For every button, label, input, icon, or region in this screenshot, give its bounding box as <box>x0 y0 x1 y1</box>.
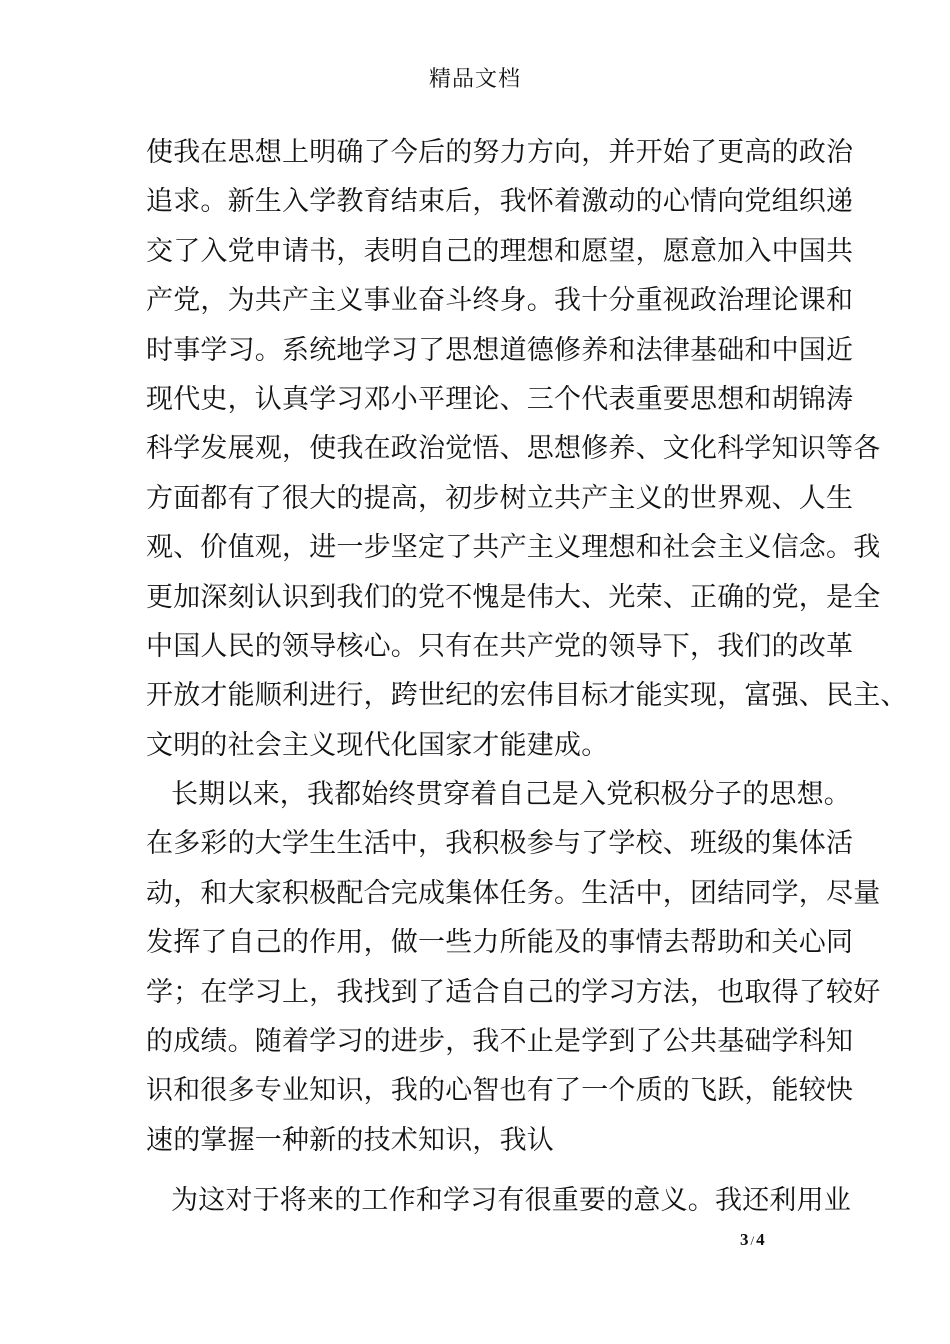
text-line: 中国人民的领导核心。只有在共产党的领导下，我们的改革 <box>146 630 854 662</box>
text-line: 发挥了自己的作用，做一些力所能及的事情去帮助和关心同 <box>146 927 854 959</box>
text-line: 使我在思想上明确了今后的努力方向，并开始了更高的政治 <box>146 137 854 168</box>
page-separator: / <box>750 1233 755 1248</box>
text-line: 观、价值观，进一步坚定了共产主义理想和社会主义信念。我 <box>146 532 881 564</box>
page-header-title: 精品文档 <box>428 67 521 92</box>
text-line: 产党，为共产主义事业奋斗终身。我十分重视政治理论课和 <box>146 285 854 317</box>
text-line: 学；在学习上，我找到了适合自己的学习方法，也取得了较好 <box>146 976 881 1008</box>
text-line: 识和很多专业知识，我的心智也有了一个质的飞跃，能较快 <box>146 1075 854 1107</box>
current-page-number: 3 <box>740 1230 749 1249</box>
text-line: 方面都有了很大的提高，初步树立共产主义的世界观、人生 <box>146 482 854 514</box>
paragraph-start-line: 为这对于将来的工作和学习有很重要的意义。我还利用业 <box>171 1185 851 1217</box>
paragraph-start-line: 长期以来，我都始终贯穿着自己是入党积极分子的思想。 <box>171 779 851 811</box>
text-line: 科学发展观，使我在政治觉悟、思想修养、文化科学知识等各 <box>146 433 881 465</box>
text-line: 交了入党申请书，表明自己的理想和愿望，愿意加入中国共 <box>146 235 854 267</box>
paragraph-gap <box>146 1165 826 1176</box>
text-line: 在多彩的大学生生活中，我积极参与了学校、班级的集体活 <box>146 828 854 860</box>
text-line: 时事学习。系统地学习了思想道德修养和法律基础和中国近 <box>146 334 854 366</box>
text-line: 文明的社会主义现代化国家才能建成。 <box>146 729 609 761</box>
text-line: 追求。新生入学教育结束后，我怀着激动的心情向党组织递 <box>146 186 854 218</box>
text-line: 现代史，认真学习邓小平理论、三个代表重要思想和胡锦涛 <box>146 383 854 415</box>
body-text <box>146 128 908 1226</box>
text-line: 速的掌握一种新的技术知识，我认 <box>146 1124 554 1156</box>
text-line: 开放才能顺利进行，跨世纪的宏伟目标才能实现，富强、民主、 <box>146 680 908 712</box>
page-number <box>740 1228 765 1253</box>
total-page-count: 4 <box>756 1230 765 1249</box>
text-line: 的成绩。随着学习的进步，我不止是学到了公共基础学科知 <box>146 1026 854 1058</box>
text-line: 动，和大家积极配合完成集体任务。生活中，团结同学，尽量 <box>146 877 881 909</box>
text-line: 更加深刻认识到我们的党不愧是伟大、光荣、正确的党，是全 <box>146 581 881 613</box>
